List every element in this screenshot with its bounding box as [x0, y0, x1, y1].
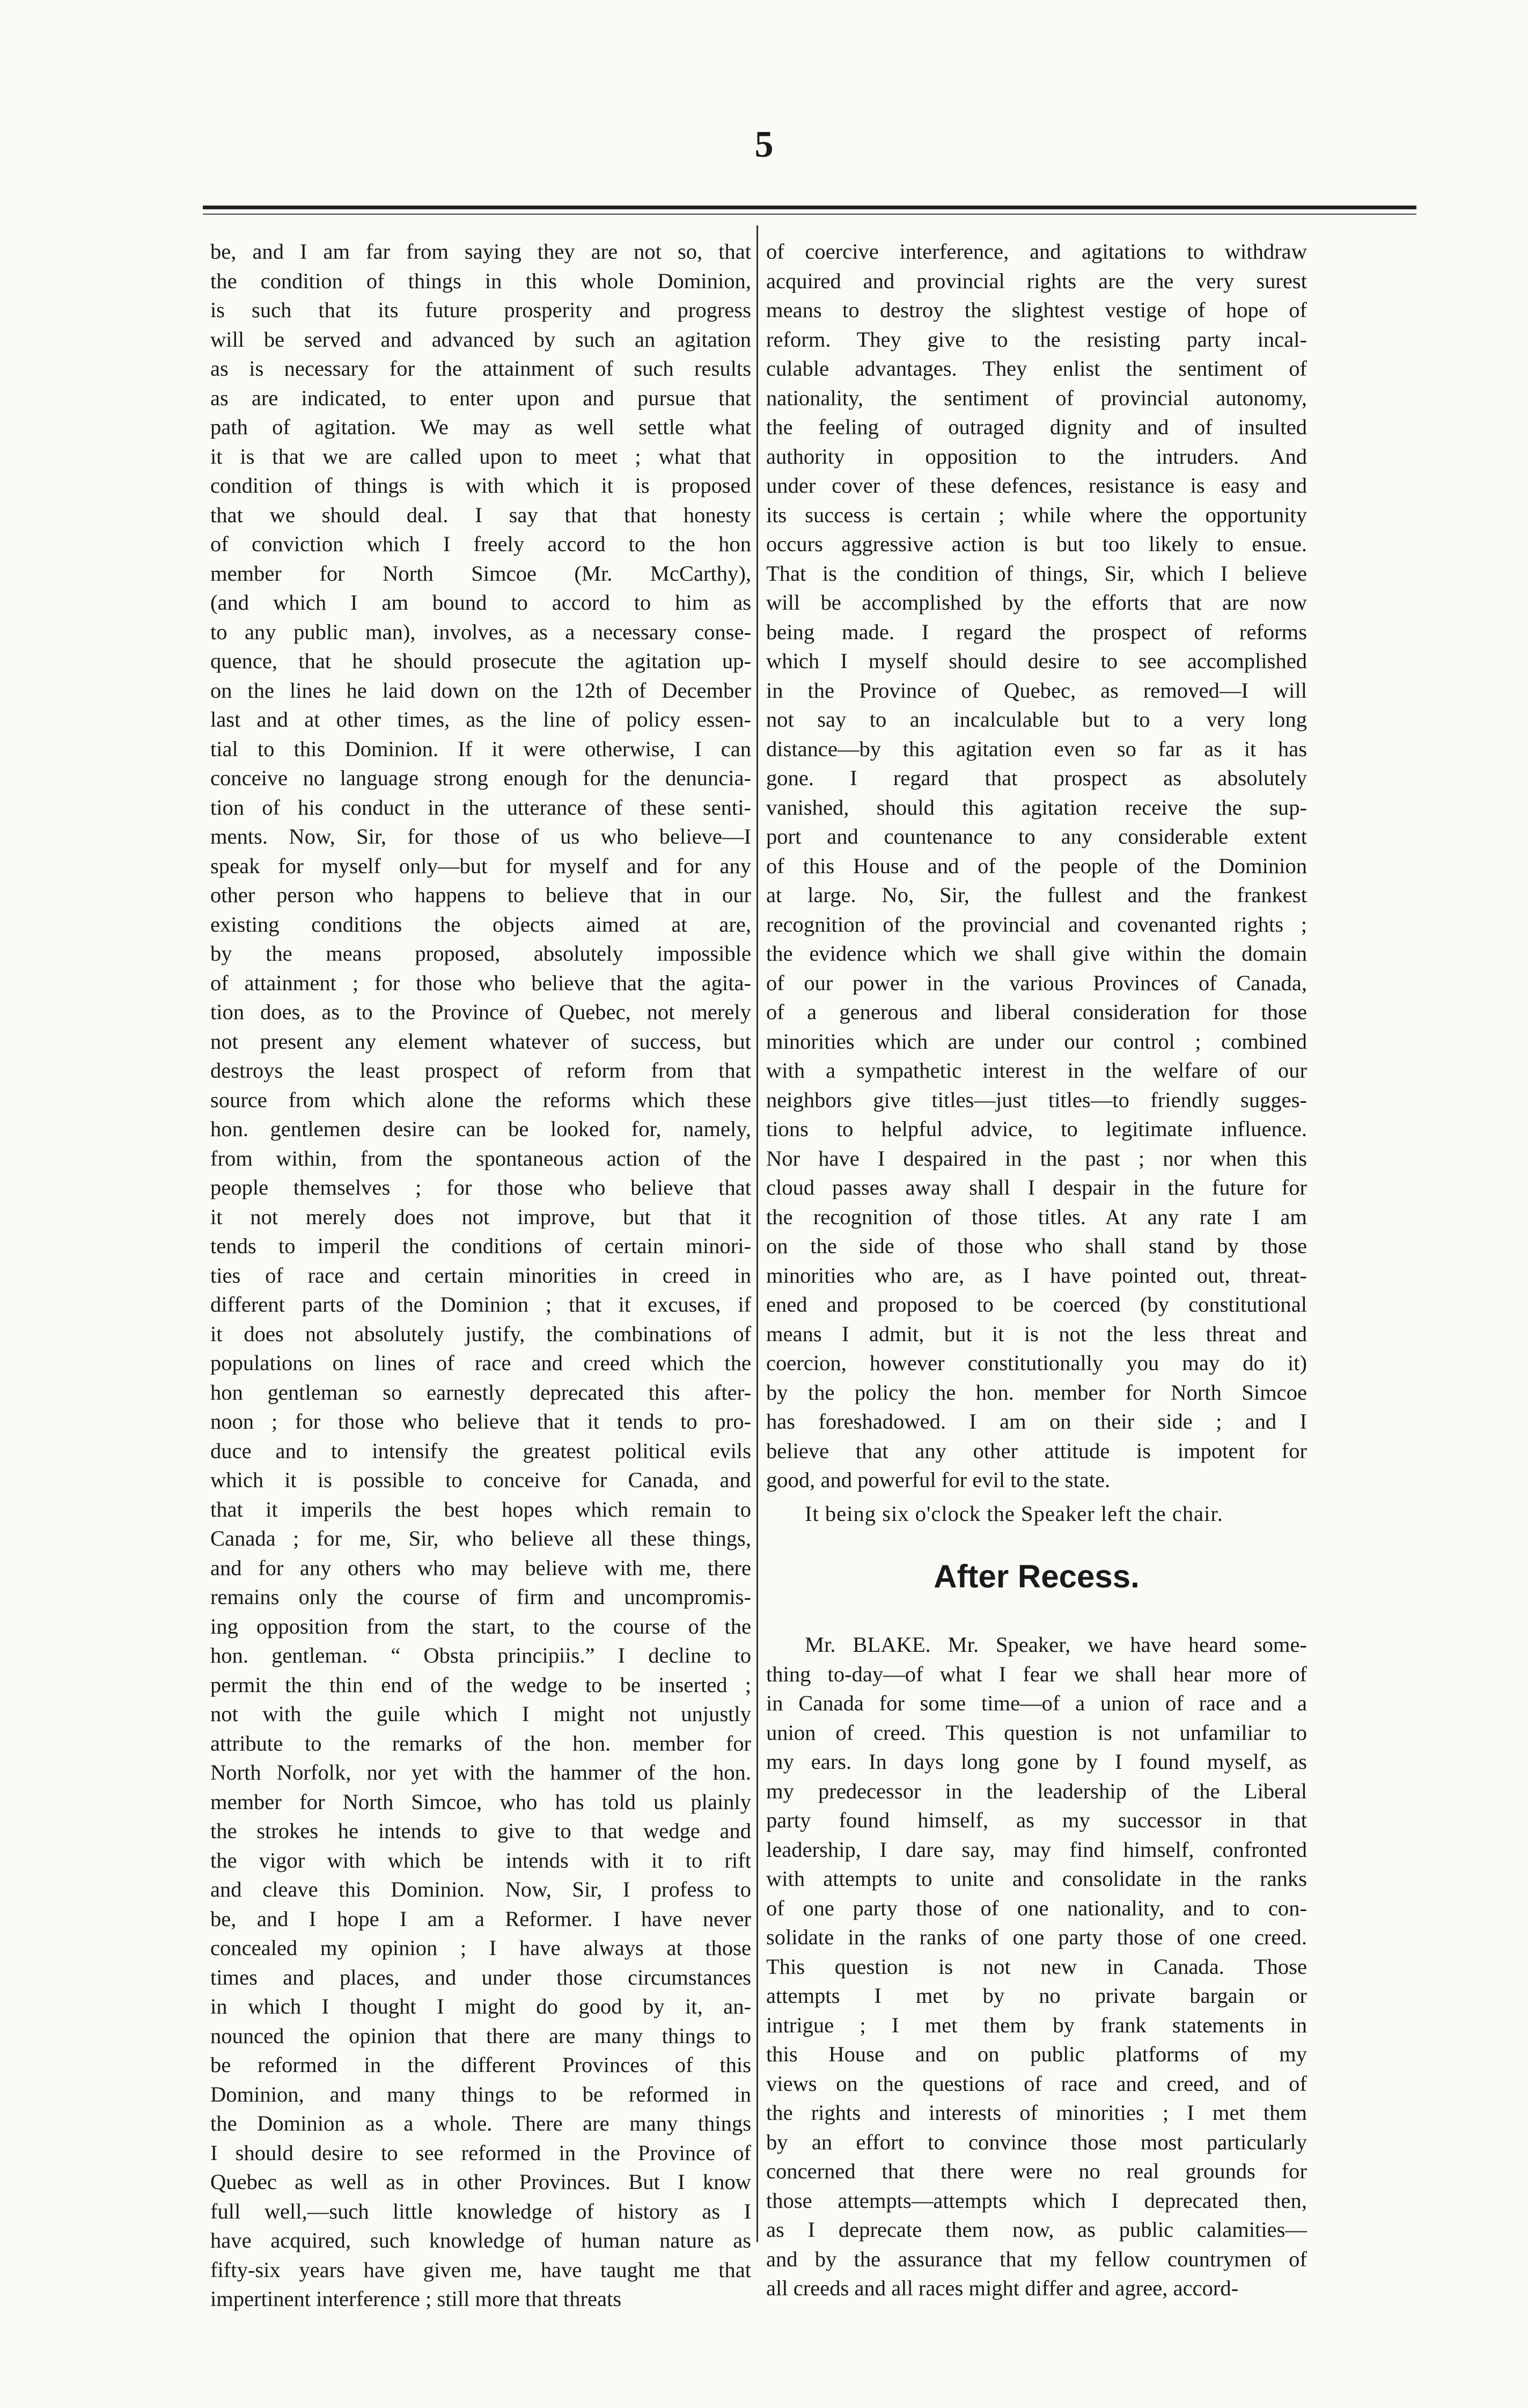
text-line: minorities who are, as I have pointed out, threat-: [766, 1263, 1307, 1287]
text-line: other person who happens to believe that in our: [210, 883, 751, 907]
text-line: hon gentleman so earnestly deprecated this after-: [210, 1380, 751, 1404]
text-line: destroys the least prospect of reform from that: [210, 1058, 751, 1082]
text-line: coercion, however constitutionally you may do it): [766, 1351, 1307, 1375]
text-line: of one party those of one nationality, and to con-: [766, 1895, 1307, 1920]
column-divider: [756, 225, 758, 2242]
text-line: the condition of things in this whole Dominion,: [210, 268, 751, 293]
text-line: that we should deal. I say that that honesty: [210, 502, 751, 527]
text-line: Quebec as well as in other Provinces. But I know: [210, 2170, 751, 2194]
text-line: will be accomplished by the efforts that are now: [766, 590, 1307, 614]
text-line: ments. Now, Sir, for those of us who believe—I: [210, 824, 751, 848]
text-line: Nor have I despaired in the past ; nor when this: [766, 1146, 1307, 1170]
text-line: occurs aggressive action is but too likely to ensue.: [766, 532, 1307, 556]
text-line: attribute to the remarks of the hon. member for: [210, 1731, 751, 1755]
text-line: port and countenance to any considerable extent: [766, 824, 1307, 848]
text-line: good, and powerful for evil to the state.: [766, 1468, 1111, 1492]
text-line: culable advantages. They enlist the sentiment of: [766, 356, 1307, 380]
text-line: on the side of those who shall stand by those: [766, 1234, 1307, 1258]
text-line: it not merely does not improve, but that it: [210, 1204, 751, 1229]
text-line: different parts of the Dominion ; that it excuses, if: [210, 1292, 751, 1316]
right-column: [766, 237, 1307, 2303]
left-column: [210, 237, 751, 2314]
text-line: distance—by this agitation even so far as it has: [766, 736, 1307, 761]
text-line: fifty-six years have given me, have taught me that: [210, 2257, 751, 2282]
text-line: minorities which are under our control ; combined: [766, 1029, 1307, 1053]
text-line: ened and proposed to be coerced (by constitutional: [766, 1292, 1307, 1316]
text-line: with a sympathetic interest in the welfare of our: [766, 1058, 1307, 1082]
text-line: which I myself should desire to see accomplished: [766, 649, 1307, 673]
text-line: neighbors give titles—just titles—to friendly sugges-: [766, 1087, 1307, 1112]
text-line: as I deprecate them now, as public calamities—: [766, 2217, 1307, 2242]
text-line: the evidence which we shall give within the domain: [766, 941, 1307, 965]
text-line: conceive no language strong enough for the denuncia-: [210, 766, 751, 790]
text-line: path of agitation. We may as well settle what: [210, 415, 751, 439]
text-line: and for any others who may believe with me, there: [210, 1555, 751, 1580]
text-line: Canada ; for me, Sir, who believe all these things,: [210, 1526, 751, 1550]
text-line: in which I thought I might do good by it, an-: [210, 1994, 751, 2018]
text-line: is such that its future prosperity and progress: [210, 298, 751, 322]
text-line: people themselves ; for those who believe that: [210, 1175, 751, 1199]
text-line: means to destroy the slightest vestige of hope of: [766, 298, 1307, 322]
text-line: my ears. In days long gone by I found myself, as: [766, 1750, 1307, 1774]
text-line: views on the questions of race and creed, and of: [766, 2071, 1307, 2096]
text-line: This question is not new in Canada. Those: [766, 1954, 1307, 1979]
text-line: vanished, should this agitation receive the sup-: [766, 795, 1307, 819]
text-line: and by the assurance that my fellow countrymen of: [766, 2246, 1307, 2271]
text-line: not present any element whatever of success, but: [210, 1029, 751, 1053]
text-line: to any public man), involves, as a necessary conse-: [210, 619, 751, 644]
text-line: the rights and interests of minorities ; I met them: [766, 2100, 1307, 2125]
text-line: reform. They give to the resisting party incal-: [766, 327, 1307, 352]
text-line: not say to an incalculable but to a very long: [766, 707, 1307, 731]
text-line: of this House and of the people of the Dominion: [766, 853, 1307, 878]
text-line: will be served and advanced by such an agitation: [210, 327, 751, 352]
text-line: member for North Simcoe, who has told us plainly: [210, 1789, 751, 1814]
text-line: hon. gentlemen desire can be looked for, namely,: [210, 1117, 751, 1141]
text-line: being made. I regard the prospect of reforms: [766, 619, 1307, 644]
text-line: under cover of these defences, resistance is easy and: [766, 473, 1307, 497]
text-line: tion does, as to the Province of Quebec, not merely: [210, 1000, 751, 1024]
text-line: full well,—such little knowledge of history as I: [210, 2199, 751, 2223]
text-line: means I admit, but it is not the less threat and: [766, 1321, 1307, 1346]
text-line: populations on lines of race and creed which the: [210, 1351, 751, 1375]
text-line: ing opposition from the start, to the course of the: [210, 1614, 751, 1638]
text-line: remains only the course of firm and uncompromis-: [210, 1585, 751, 1609]
text-line: I should desire to see reformed in the Province of: [210, 2140, 751, 2165]
text-line: permit the thin end of the wedge to be inserted ;: [210, 1672, 751, 1697]
text-line: Mr. BLAKE. Mr. Speaker, we have heard some-: [805, 1633, 1307, 1657]
text-line: have acquired, such knowledge of human nature as: [210, 2228, 751, 2252]
text-line: member for North Simcoe (Mr. McCarthy),: [210, 561, 751, 585]
text-line: by the means proposed, absolutely impossible: [210, 941, 751, 965]
text-line: authority in opposition to the intruders. And: [766, 444, 1307, 469]
text-line: nounced the opinion that there are many things to: [210, 2023, 751, 2048]
text-line: with attempts to unite and consolidate in the ranks: [766, 1867, 1307, 1891]
text-line: my predecessor in the leadership of the Liberal: [766, 1778, 1307, 1803]
text-line: intrigue ; I met them by frank statements in: [766, 2012, 1307, 2037]
text-line: the strokes he intends to give to that wedge and: [210, 1819, 751, 1843]
header-rule-thick: [203, 206, 1416, 209]
text-line: tion of his conduct in the utterance of these senti-: [210, 795, 751, 819]
text-line: all creeds and all races might differ and agree, accord-: [766, 2276, 1239, 2300]
text-line: be, and I am far from saying they are not so, that: [210, 239, 751, 264]
text-line: North Norfolk, nor yet with the hammer of the hon.: [210, 1760, 751, 1784]
text-line: which it is possible to conceive for Canada, and: [210, 1468, 751, 1492]
text-line: the feeling of outraged dignity and of insulted: [766, 415, 1307, 439]
text-line: cloud passes away shall I despair in the future for: [766, 1175, 1307, 1199]
text-line: tial to this Dominion. If it were otherwise, I can: [210, 736, 751, 761]
text-line: times and places, and under those circumstances: [210, 1965, 751, 1989]
text-line: concealed my opinion ; I have always at those: [210, 1936, 751, 1960]
text-line: believe that any other attitude is impotent for: [766, 1438, 1307, 1463]
text-line: condition of things is with which it is proposed: [210, 473, 751, 497]
text-line: of a generous and liberal consideration for those: [766, 1000, 1307, 1024]
text-line: and cleave this Dominion. Now, Sir, I profess to: [210, 1877, 751, 1901]
text-line: concerned that there were no real grounds for: [766, 2159, 1307, 2183]
text-line: that it imperils the best hopes which remain to: [210, 1497, 751, 1521]
text-line: attempts I met by no private bargain or: [766, 1984, 1307, 2008]
text-line: by an effort to convince those most particularly: [766, 2129, 1307, 2154]
text-line: not with the guile which I might not unjustly: [210, 1702, 751, 1726]
text-line: the Dominion as a whole. There are many things: [210, 2111, 751, 2135]
text-line: this House and on public platforms of my: [766, 2042, 1307, 2066]
text-line: union of creed. This question is not unfamiliar to: [766, 1720, 1307, 1745]
text-line: in Canada for some time—of a union of race and a: [766, 1691, 1307, 1715]
text-line: as is necessary for the attainment of such results: [210, 356, 751, 380]
text-line: tends to imperil the conditions of certain minori-: [210, 1234, 751, 1258]
text-line: acquired and provincial rights are the very surest: [766, 268, 1307, 293]
text-line: That is the condition of things, Sir, which I believe: [766, 561, 1307, 585]
text-line: on the lines he laid down on the 12th of December: [210, 678, 751, 702]
text-line: recognition of the provincial and covenanted rights ;: [766, 912, 1307, 936]
right-column-text-before-recess: [766, 237, 1307, 1495]
header-rule-thin: [203, 214, 1416, 215]
text-line: be reformed in the different Provinces of this: [210, 2053, 751, 2077]
text-line: of coercive interference, and agitations to withdraw: [766, 239, 1307, 264]
text-line: at large. No, Sir, the fullest and the frankest: [766, 883, 1307, 907]
text-line: last and at other times, as the line of policy essen-: [210, 707, 751, 731]
text-line: of conviction which I freely accord to the hon: [210, 532, 751, 556]
text-line: in the Province of Quebec, as removed—I will: [766, 678, 1307, 702]
speaker-left-chair: It being six o'clock the Speaker left the chair.: [805, 1501, 1223, 1526]
text-line: quence, that he should prosecute the agitation up-: [210, 649, 751, 673]
text-line: ties of race and certain minorities in creed in: [210, 1263, 751, 1287]
text-line: solidate in the ranks of one party those of one creed.: [766, 1925, 1307, 1949]
text-line: be, and I hope I am a Reformer. I have never: [210, 1906, 751, 1931]
text-line: gone. I regard that prospect as absolutely: [766, 766, 1307, 790]
text-line: leadership, I dare say, may find himself, confronted: [766, 1837, 1307, 1862]
text-line: from within, from the spontaneous action of the: [210, 1146, 751, 1170]
text-line: its success is certain ; while where the opportunity: [766, 502, 1307, 527]
text-line: nationality, the sentiment of provincial autonomy,: [766, 385, 1307, 410]
text-line: the vigor with which be intends with it to rift: [210, 1848, 751, 1872]
text-line: it is that we are called upon to meet ; what that: [210, 444, 751, 469]
page-number: 5: [754, 124, 774, 165]
text-line: existing conditions the objects aimed at are,: [210, 912, 751, 936]
text-line: (and which I am bound to accord to him as: [210, 590, 751, 614]
text-line: as are indicated, to enter upon and pursue that: [210, 385, 751, 410]
text-line: those attempts—attempts which I deprecated then,: [766, 2188, 1307, 2213]
text-line: tions to helpful advice, to legitimate influence.: [766, 1117, 1307, 1141]
text-line: of our power in the various Provinces of Canada,: [766, 970, 1307, 995]
text-line: hon. gentleman. “ Obsta principiis.” I decline to: [210, 1643, 751, 1667]
text-line: has foreshadowed. I am on their side ; and I: [766, 1409, 1307, 1433]
text-line: it does not absolutely justify, the combinations of: [210, 1321, 751, 1346]
text-line: source from which alone the reforms which these: [210, 1087, 751, 1112]
text-line: duce and to intensify the greatest political evils: [210, 1438, 751, 1463]
text-line: speak for myself only—but for myself and for any: [210, 853, 751, 878]
text-line: party found himself, as my successor in that: [766, 1808, 1307, 1832]
text-line: thing to-day—of what I fear we shall hear more of: [766, 1662, 1307, 1686]
text-line: by the policy the hon. member for North Simcoe: [766, 1380, 1307, 1404]
text-line: the recognition of those titles. At any rate I am: [766, 1204, 1307, 1229]
section-heading-after-recess: After Recess.: [934, 1558, 1140, 1594]
right-column-text-after-recess: [766, 1630, 1307, 2303]
text-line: noon ; for those who believe that it tends to pro-: [210, 1409, 751, 1433]
text-line: impertinent interference ; still more that threats: [210, 2287, 622, 2311]
text-line: of attainment ; for those who believe that the agita-: [210, 970, 751, 995]
text-line: Dominion, and many things to be reformed in: [210, 2082, 751, 2106]
